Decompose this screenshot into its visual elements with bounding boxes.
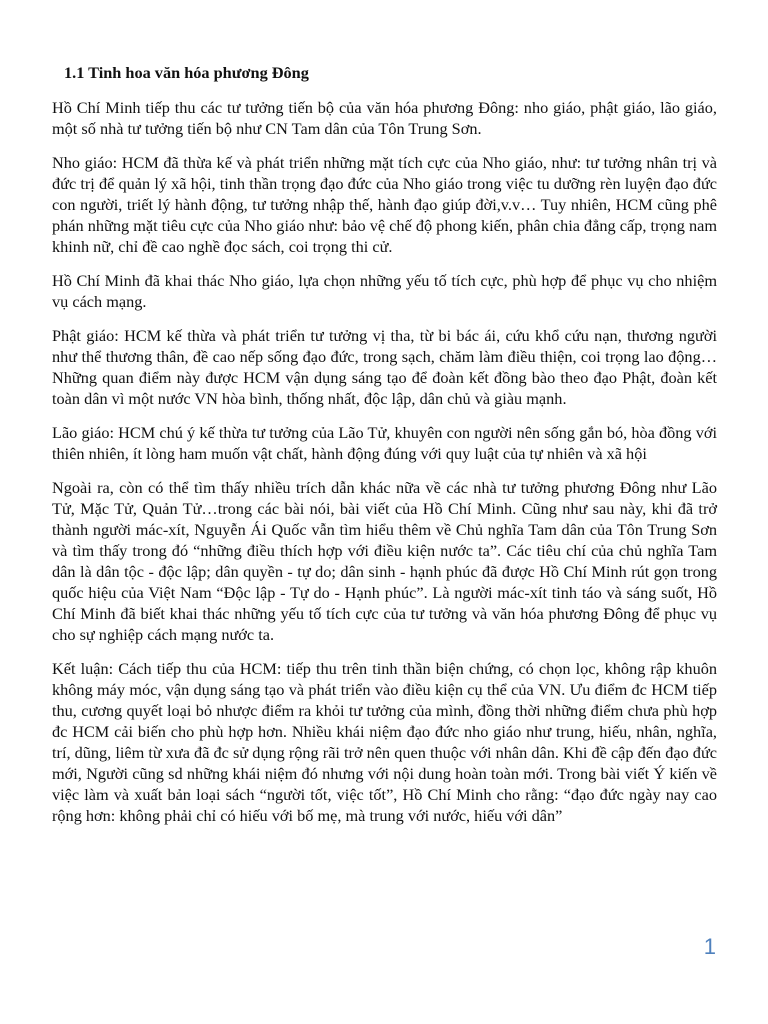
paragraph-intro: Hồ Chí Minh tiếp thu các tư tưởng tiến bộ của văn hóa phương Đông: nho giáo, phật giáo, lão giáo, một số nhà tư tưởng tiến bộ như CN Tam dân của Tôn Trung Sơn.	[52, 98, 717, 138]
page-number: 1	[703, 934, 716, 959]
paragraph-other-thinkers: Ngoài ra, còn có thể tìm thấy nhiều trích dẫn khác nữa về các nhà tư tưởng phương Đông như Lão Tử, Mặc Tử, Quản Tử…trong các bài nói, bài viết của Hồ Chí Minh. Cũng như sau này, khi đã trở thành người mác-xít, Nguyễn Ái Quốc vẫn tìm hiểu thêm về Chủ nghĩa Tam dân của Tôn Trung Sơn và tìm thấy trong đó “những điều thích hợp với điều kiện nước ta”. Các tiêu chí của chủ nghĩa Tam dân là dân tộc - độc lập; dân quyền - tự do; dân sinh - hạnh phúc đã được Hồ Chí Minh rút gọn trong quốc hiệu của Việt Nam “Độc lập - Tự do - Hạnh phúc”. Là người mác-xít tinh táo và sáng suốt, Hồ Chí Minh đã biết khai thác những yếu tố tích cực của tư tưởng và văn hóa phương Đông để phục vụ cho sự nghiệp cách mạng nước ta.	[52, 478, 717, 644]
section-heading: 1.1 Tinh hoa văn hóa phương Đông	[64, 63, 309, 82]
paragraph-phat-giao: Phật giáo: HCM kế thừa và phát triển tư tưởng vị tha, từ bi bác ái, cứu khổ cứu nạn, thương người như thể thương thân, đề cao nếp sống đạo đức, trong sạch, chăm làm điều thiện, coi trọng lao động… Những quan điểm này được HCM vận dụng sáng tạo để đoàn kết đồng bào theo đạo Phật, đoàn kết toàn dân vì một nước VN hòa bình, thống nhất, độc lập, dân chủ và giàu mạnh.	[52, 326, 717, 408]
paragraph-nho-giao: Nho giáo: HCM đã thừa kế và phát triển những mặt tích cực của Nho giáo, như: tư tưởng nhân trị và đức trị để quản lý xã hội, tinh thần trọng đạo đức của Nho giáo trong việc tu dưỡng rèn luyện đạo đức con người, triết lý hành động, tư tưởng nhập thế, hành đạo giúp đời,v.v… Tuy nhiên, HCM cũng phê phán những mặt tiêu cực của Nho giáo như: bảo vệ chế độ phong kiến, phân chia đẳng cấp, trọng nam khinh nữ, chỉ đề cao nghề đọc sách, coi trọng thi cử.	[52, 153, 717, 256]
paragraph-lao-giao: Lão giáo: HCM chú ý kế thừa tư tưởng của Lão Tử, khuyên con người nên sống gắn bó, hòa đồng với thiên nhiên, ít lòng ham muốn vật chất, hành động đúng với quy luật của tự nhiên và xã hội	[52, 423, 717, 463]
paragraph-conclusion: Kết luận: Cách tiếp thu của HCM: tiếp thu trên tinh thần biện chứng, có chọn lọc, không rập khuôn không máy móc, vận dụng sáng tạo và phát triển vào điều kiện cụ thể của VN. Ưu điểm đc HCM tiếp thu, cương quyết loại bỏ nhược điểm ra khỏi tư tưởng của mình, đồng thời những điểm chưa phù hợp đc HCM cải biến cho phù hợp hơn. Nhiều khái niệm đạo đức nho giáo như trung, hiếu, nhân, nghĩa, trí, dũng, liêm từ xưa đã đc sử dụng rộng rãi trở nên quen thuộc với nhân dân. Khi đề cập đến đạo đức mới, Người cũng sd những khái niệm đó nhưng với nội dung hoàn toàn mới. Trong bài viết Ý kiến về việc làm và xuất bản loại sách “người tốt, việc tốt”, Hồ Chí Minh cho rằng: “đạo đức ngày nay cao rộng hơn: không phải chỉ có hiếu với bố mẹ, mà trung với nước, hiếu với dân”	[52, 659, 717, 825]
document-body	[52, 62, 717, 839]
paragraph-nho-giao-conclusion: Hồ Chí Minh đã khai thác Nho giáo, lựa chọn những yếu tố tích cực, phù hợp để phục vụ cho nhiệm vụ cách mạng.	[52, 271, 717, 311]
